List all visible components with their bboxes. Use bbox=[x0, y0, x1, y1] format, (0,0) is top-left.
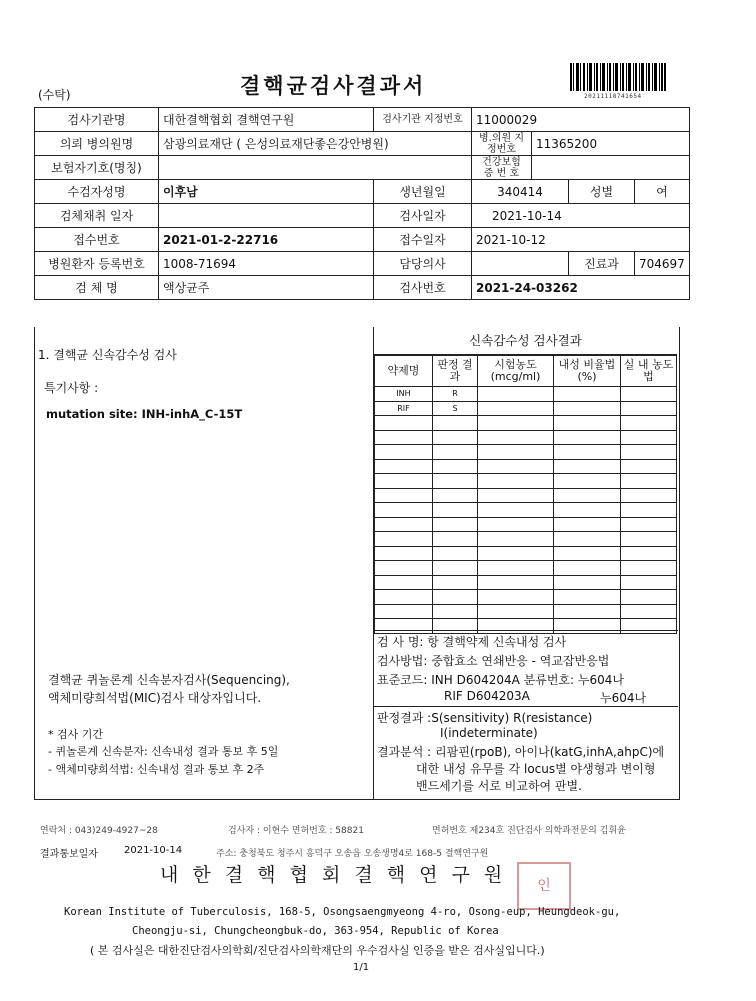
test-no-label: 검사번호 bbox=[374, 276, 472, 300]
receipt-date-label: 접수일자 bbox=[374, 228, 472, 252]
page-number: 1/1 bbox=[353, 962, 370, 973]
hospital-value: 삼광의료재단 ( 은성의료재단좋은강안병원) bbox=[159, 132, 472, 156]
hospital-label: 의뢰 병의원명 bbox=[35, 132, 159, 156]
remarks-label: 특기사항 : bbox=[44, 381, 99, 395]
dept-label: 진료과 bbox=[569, 252, 635, 276]
period-line-2: - 액체미량희석법: 신속내성 결과 통보 후 2주 bbox=[48, 763, 265, 776]
patient-value: 이후남 bbox=[159, 180, 374, 204]
footer-certification: ( 본 검사실은 대한진단검사의학회/진단검사의학재단의 우수검사실 인증을 받은 검사실입니다.) bbox=[90, 944, 545, 957]
info-analysis-3: 밴드세기를 서로 비교하여 판별. bbox=[416, 779, 582, 793]
table-row bbox=[375, 503, 677, 518]
receipt-no-value: 2021-01-2-22716 bbox=[159, 228, 374, 252]
table-cell bbox=[478, 401, 554, 416]
footer-notify-label: 결과통보일자 bbox=[40, 849, 98, 860]
table-row bbox=[375, 546, 677, 561]
footer-org-name: 내 한 결 핵 협 회 결 핵 연 구 원 bbox=[160, 864, 507, 886]
info-judge-1: 판정결과 :S(sensitivity) R(resistance) bbox=[377, 711, 593, 725]
period-line-1: - 퀴놀론계 신속분자: 신속내성 결과 통보 후 5일 bbox=[48, 745, 279, 758]
receipt-date-value: 2021-10-12 bbox=[472, 228, 690, 252]
table-row bbox=[375, 575, 677, 590]
hospital-reg-label: 병원환자 등록번호 bbox=[35, 252, 159, 276]
receipt-no-label: 접수번호 bbox=[35, 228, 159, 252]
doctor-label: 담당의사 bbox=[374, 252, 472, 276]
footer-license: 면허번호 제234호 진단검사 의학과전문의 김휘윤 bbox=[432, 826, 626, 836]
col-drug: 약제명 bbox=[375, 356, 433, 387]
table-cell bbox=[478, 387, 554, 402]
footer-address-en-2: Cheongju-si, Chungcheongbuk-do, 363-954, Republic of Korea bbox=[132, 925, 499, 937]
col-room-concentration: 실 내 농도법 bbox=[621, 356, 677, 387]
table-cell: S bbox=[433, 401, 478, 416]
table-cell: RIF bbox=[375, 401, 433, 416]
header-table bbox=[34, 107, 690, 300]
info-judge-2: I(indeterminate) bbox=[440, 726, 538, 740]
table-row bbox=[375, 474, 677, 489]
insurer-value bbox=[159, 156, 472, 180]
footer-notify-date: 2021-10-14 bbox=[124, 845, 183, 856]
hospital-no-value: 11365200 bbox=[532, 132, 690, 156]
table-row bbox=[375, 445, 677, 460]
sex-label: 성별 bbox=[569, 180, 635, 204]
info-mid-rule bbox=[374, 706, 678, 707]
table-cell bbox=[554, 387, 621, 402]
hospital-reg-value: 1008-71694 bbox=[159, 252, 374, 276]
info-code-2: RIF D604203A bbox=[444, 689, 530, 703]
table-row bbox=[375, 488, 677, 503]
doctor-value bbox=[472, 252, 569, 276]
table-row bbox=[375, 416, 677, 431]
sex-value: 여 bbox=[635, 180, 690, 204]
table-cell bbox=[621, 387, 677, 402]
table-row bbox=[375, 604, 677, 619]
receipt-mark: (수탁) bbox=[38, 88, 71, 102]
period-label: * 검사 기간 bbox=[48, 728, 103, 741]
specimen-label: 검 체 명 bbox=[35, 276, 159, 300]
table-cell: INH bbox=[375, 387, 433, 402]
mutation-site: mutation site: INH-inhA_C-15T bbox=[46, 407, 243, 421]
table-row bbox=[375, 387, 677, 402]
test-heading: 1. 결핵균 신속감수성 검사 bbox=[38, 348, 177, 362]
footer-tester: 검사자 : 이현수 면허번호 : 58821 bbox=[228, 826, 364, 836]
hospital-no-label: 병.의원 지정번호 bbox=[472, 132, 532, 156]
lab-value: 대한결핵협회 결핵연구원 bbox=[159, 108, 374, 132]
insurer-label: 보험자기호(명칭) bbox=[35, 156, 159, 180]
info-code-2-class: 누604나 bbox=[600, 691, 647, 705]
info-code-1: 표준코드: INH D604204A 분류번호: 누604나 bbox=[377, 673, 624, 687]
note-line-1: 결핵균 퀴놀론계 신속분자검사(Sequencing), bbox=[48, 673, 290, 687]
table-row bbox=[375, 590, 677, 605]
seal-stamp bbox=[517, 862, 571, 910]
results-title: 신속감수성 검사결과 bbox=[374, 328, 677, 355]
table-cell bbox=[554, 401, 621, 416]
footer-phone: 연락처 : 043)249-4927~28 bbox=[40, 826, 158, 836]
test-date-value: 2021-10-14 bbox=[472, 204, 690, 228]
col-resistance-ratio: 내성 비율법(%) bbox=[554, 356, 621, 387]
info-test-name: 검 사 명: 항 결핵약제 신속내성 검사 bbox=[377, 635, 567, 649]
document-title: 결핵균검사결과서 bbox=[240, 74, 427, 98]
test-no-value: 2021-24-03262 bbox=[472, 276, 690, 300]
birth-value: 340414 bbox=[472, 180, 569, 204]
info-analysis-2: 대한 내성 유무를 각 locus별 야생형과 변이형 bbox=[416, 762, 656, 776]
table-cell bbox=[621, 401, 677, 416]
footer-address-kr: 주소: 충청북도 청주시 흥덕구 오송읍 오송생명4로 168-5 결핵연구원 bbox=[216, 849, 489, 859]
specimen-date-label: 검체채취 일자 bbox=[35, 204, 159, 228]
birth-label: 생년월일 bbox=[374, 180, 472, 204]
results-table bbox=[374, 355, 677, 634]
table-row bbox=[375, 430, 677, 445]
health-no-label: 건강보험 증 번 호 bbox=[472, 156, 532, 180]
col-concentration: 시험농도 (mcg/ml) bbox=[478, 356, 554, 387]
health-no-value bbox=[532, 156, 690, 180]
barcode bbox=[570, 63, 666, 91]
dept-value: 704697 bbox=[635, 252, 690, 276]
specimen-date-value bbox=[159, 204, 374, 228]
info-method: 검사방법: 중합효소 연쇄반응 - 역교잡반응법 bbox=[377, 654, 610, 668]
lab-label: 검사기관명 bbox=[35, 108, 159, 132]
test-date-label: 검사일자 bbox=[374, 204, 472, 228]
patient-label: 수검자성명 bbox=[35, 180, 159, 204]
info-analysis-1: 결과분석 : 리팜핀(rpoB), 아이나(katG,inhA,ahpC)에 bbox=[377, 745, 665, 759]
info-top-rule bbox=[374, 630, 678, 631]
footer-address-en-1: Korean Institute of Tuberculosis, 168-5, Osongsaengmyeong 4-ro, Osong-eup, Heungdeok-gu, bbox=[64, 906, 621, 918]
specimen-value: 액상균주 bbox=[159, 276, 374, 300]
seal-text: 인 bbox=[537, 878, 551, 894]
note-line-2: 액체미량희석법(MIC)검사 대상자입니다. bbox=[48, 691, 262, 705]
table-row bbox=[375, 401, 677, 416]
table-row bbox=[375, 532, 677, 547]
lab-no-label: 검사기관 지정번호 bbox=[374, 108, 472, 132]
col-judgement: 판정 결과 bbox=[433, 356, 478, 387]
table-cell: R bbox=[433, 387, 478, 402]
barcode-number: 20211118741654 bbox=[584, 93, 642, 100]
table-row bbox=[375, 459, 677, 474]
table-row bbox=[375, 561, 677, 576]
table-row bbox=[375, 517, 677, 532]
lab-no-value: 11000029 bbox=[472, 108, 690, 132]
